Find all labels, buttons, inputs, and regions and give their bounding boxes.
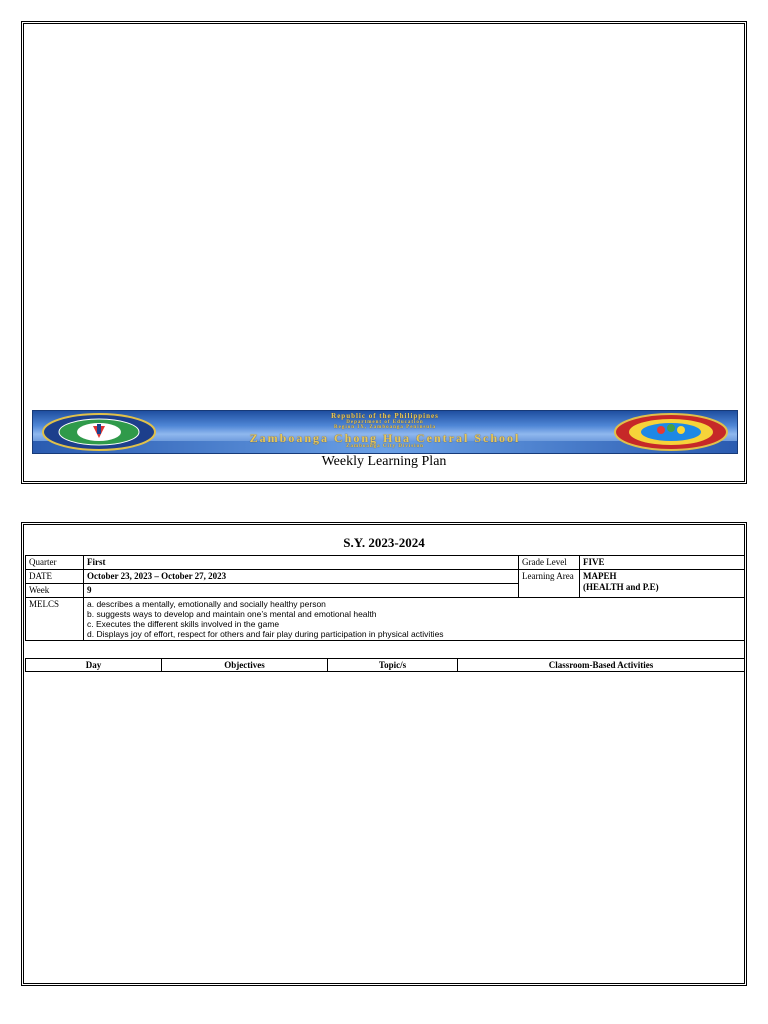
- col-header-objectives: Objectives: [162, 659, 328, 672]
- learning-area-subject: MAPEH: [583, 571, 617, 581]
- grade-level-value: FIVE: [580, 556, 745, 570]
- deped-seal-logo: [39, 412, 159, 452]
- learning-area-value: [580, 570, 745, 598]
- date-value: October 23, 2023 – October 27, 2023: [84, 570, 519, 584]
- melcs-item: a. describes a mentally, emotionally and socially healthy person: [87, 599, 326, 609]
- week-value: 9: [84, 584, 519, 598]
- banner-line-division: Zamboanga City Division: [346, 444, 424, 449]
- activities-table: [25, 658, 745, 672]
- banner-line-deped: Department of Education: [346, 420, 424, 425]
- activities-header-row: [26, 659, 745, 672]
- melcs-item: c. Executes the different skills involved in the game: [87, 619, 280, 629]
- date-label: DATE: [26, 570, 84, 584]
- school-year-title: S.Y. 2023-2024: [343, 535, 425, 550]
- melcs-list: [84, 598, 745, 641]
- melcs-label: MELCS: [26, 598, 84, 641]
- cover-page: [21, 21, 747, 484]
- col-header-topics: Topic/s: [328, 659, 458, 672]
- school-seal-logo: [611, 412, 731, 452]
- date-row: [26, 570, 745, 584]
- quarter-row: [26, 556, 745, 570]
- school-banner: [32, 410, 738, 454]
- melcs-row: [26, 598, 745, 641]
- quarter-value: First: [84, 556, 519, 570]
- plan-page: [21, 522, 747, 986]
- grade-level-label: Grade Level: [519, 556, 580, 570]
- banner-line-republic: Republic of the Philippines: [331, 412, 439, 420]
- melcs-item: b. suggests ways to develop and maintain one’s mental and emotional health: [87, 609, 377, 619]
- learning-area-components: (HEALTH and P.E): [583, 582, 659, 592]
- banner-line-region: Region IX, Zamboanga Peninsula: [334, 425, 436, 430]
- col-header-activities: Classroom-Based Activities: [458, 659, 745, 672]
- quarter-label: Quarter: [26, 556, 84, 570]
- document-title: Weekly Learning Plan: [321, 454, 447, 469]
- banner-school-name: Zamboanga Chong Hua Central School: [249, 431, 521, 445]
- plan-info-table: [25, 555, 745, 641]
- banner-text: [183, 413, 587, 449]
- learning-area-label: Learning Area: [519, 570, 580, 598]
- week-label: Week: [26, 584, 84, 598]
- col-header-day: Day: [26, 659, 162, 672]
- melcs-item: d. Displays joy of effort, respect for others and fair play during participation in physical activities: [87, 629, 444, 639]
